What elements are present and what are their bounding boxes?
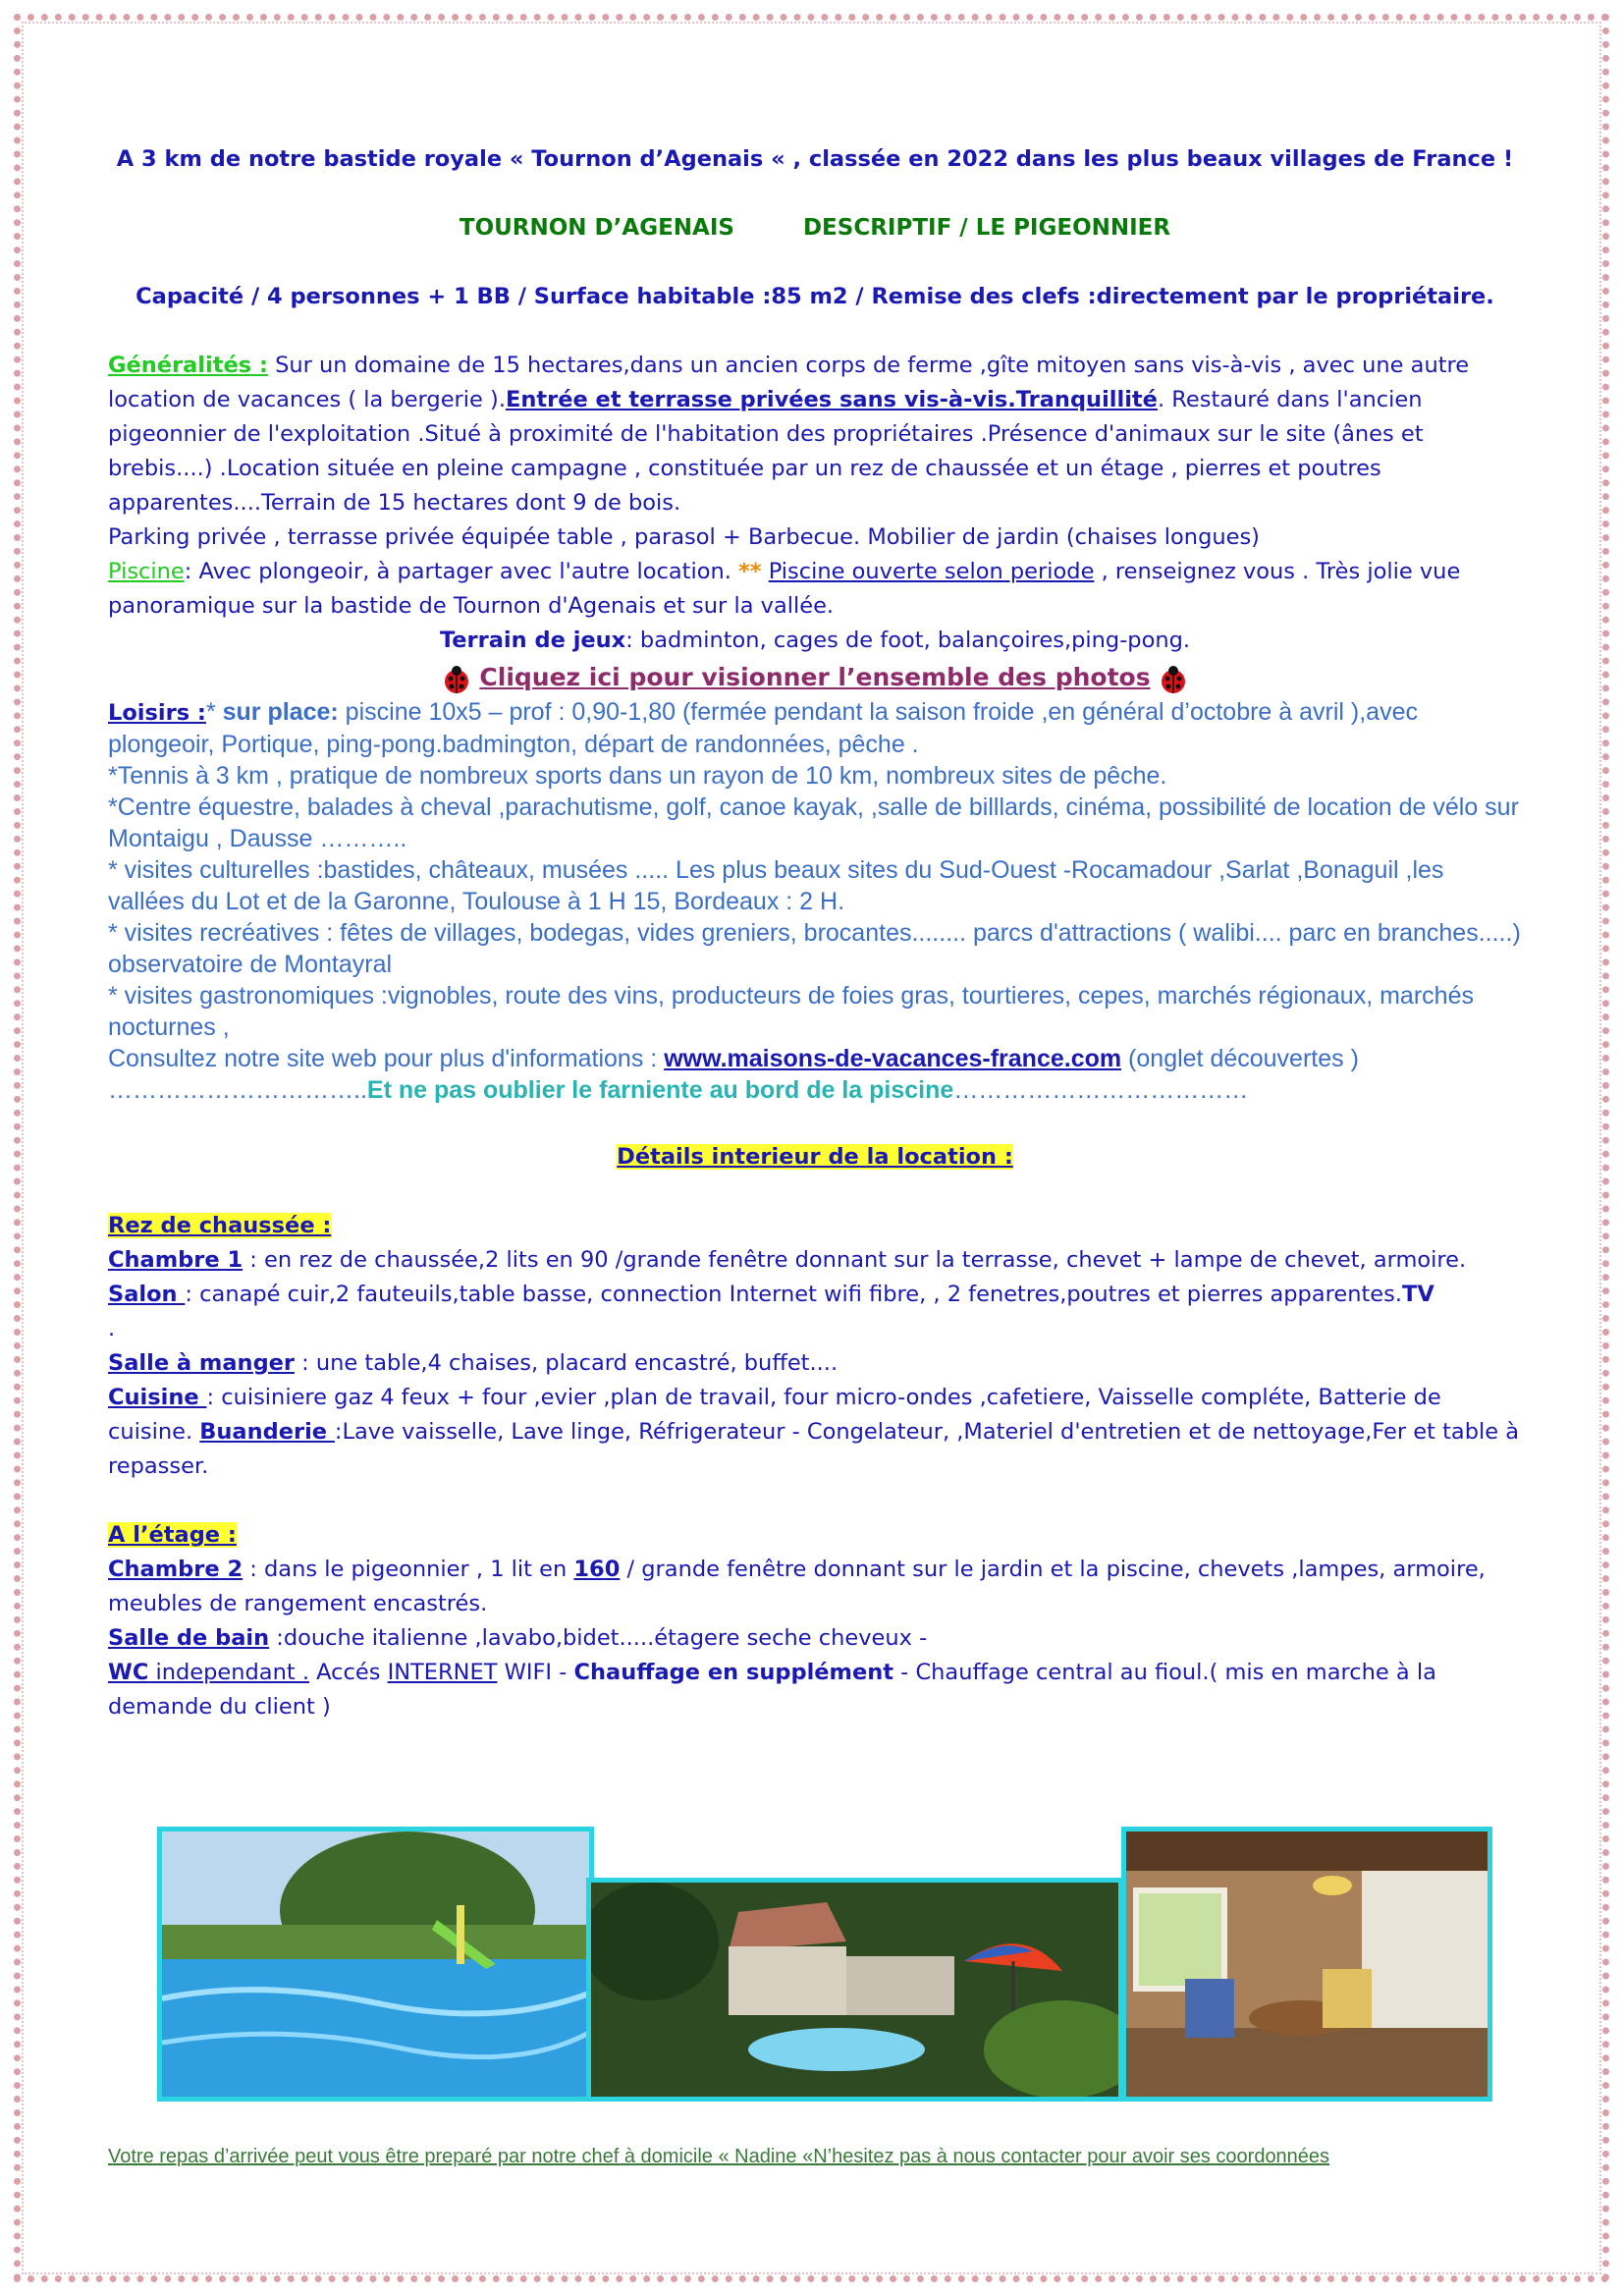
loisirs-sur-place: sur place:	[215, 698, 339, 726]
loisirs-line-5: * visites recréatives : fêtes de villages, bodegas, vides greniers, brocantes........ parcs d'attractions ( walibi.... parc en branches.....) observatoire de Montayral	[108, 919, 1521, 978]
sdb-label: Salle de bain	[108, 1625, 270, 1651]
chauffage-bold: Chauffage en supplément	[573, 1660, 894, 1685]
wc-line	[108, 1656, 1522, 1724]
photos-link-row	[108, 660, 1522, 696]
rdc-title: Rez de chaussée :	[108, 1213, 332, 1238]
farniente-line	[108, 1074, 1522, 1106]
chambre1-label: Chambre 1	[108, 1247, 243, 1273]
generalites-highlight: Entrée et terrasse privées sans vis-à-vis.Tranquillité	[505, 387, 1158, 412]
salon-tv: TV	[1402, 1282, 1434, 1307]
title-right: DESCRIPTIF / LE PIGEONNIER	[802, 215, 1171, 241]
title-left: TOURNON D’AGENAIS	[459, 215, 734, 241]
salon-dot: .	[108, 1316, 116, 1341]
loisirs-star: *	[205, 698, 216, 726]
pool-photo[interactable]	[157, 1827, 594, 2102]
etage-title: A l’étage :	[108, 1522, 237, 1548]
cuisine-line	[108, 1381, 1522, 1484]
piscine-stars: **	[738, 559, 762, 584]
cuisine-label: Cuisine	[108, 1385, 207, 1410]
acces-text: Accés	[308, 1660, 388, 1685]
piscine-label: Piscine	[108, 559, 185, 584]
salon-label: Salon	[108, 1282, 186, 1307]
loisirs-line-1	[108, 696, 1522, 760]
salon-line	[108, 1278, 1522, 1346]
generalites-paragraph	[108, 349, 1522, 520]
pigeonnier-photo[interactable]	[586, 1878, 1123, 2102]
piscine-text-2: , renseignez vous . Très jolie vue panoramique sur la bastide de Tournon d'Agenais et sur la vallée.	[108, 559, 1461, 619]
loisirs-label: Loisirs :	[108, 700, 206, 726]
wifi-text: WIFI -	[497, 1660, 574, 1685]
sdb-text: :douche italienne ,lavabo,bidet.....étagere seche cheveux -	[269, 1625, 928, 1651]
onglet-text: (onglet découvertes )	[1121, 1045, 1359, 1072]
footer-note: Votre repas d’arrivée peut vous être preparé par notre chef à domicile « Nadine «N’hesitez pas à nous contacter pour avoir ses coordonnées	[108, 2146, 1330, 2167]
chambre2-bed-size: 160	[573, 1557, 621, 1582]
chambre1-line	[108, 1243, 1522, 1278]
rdc-section	[108, 1209, 1522, 1484]
sdb-line	[108, 1621, 1522, 1656]
chambre1-text: : en rez de chaussée,2 lits en 90 /grande fenêtre donnant sur la terrasse, chevet + lampe de chevet, armoire.	[243, 1247, 1467, 1273]
loisirs-line-4: * visites culturelles :bastides, châteaux, musées ..... Les plus beaux sites du Sud-Ouest -Rocamadour ,Sarlat ,Bonaguil ,les vallées du Lot et de la Garonne, Toulouse à 1 H 15, Bordeaux : 2 H.	[108, 856, 1444, 915]
details-title-row	[108, 1140, 1522, 1175]
photos-link[interactable]: Cliquez ici pour visionner l’ensemble des photos	[479, 663, 1151, 691]
farniente-text: Et ne pas oublier le farniente au bord de la piscine	[366, 1076, 954, 1104]
generalites-label: Généralités :	[108, 353, 268, 378]
generalites-text-2: . Restauré dans l'ancien pigeonnier de l'exploitation .Situé à proximité de l'habitation des propriétaires .Présence d'animaux sur le site (ânes et brebis....) .Location située en pleine campagne , constituée par un rez de chaussée et un étage , pierres et poutres apparentes....Terrain de 15 hectares dont 9 de bois.	[108, 387, 1424, 516]
terrain-line	[108, 624, 1522, 658]
ladybug-icon	[1158, 664, 1189, 695]
generalites-text: Sur un domaine de 15 hectares,dans un ancien corps de ferme ,gîte mitoyen sans vis-à-vis , avec une autre location de vacances ( la bergerie ).	[108, 353, 1470, 412]
dots-right: ………………………………	[953, 1076, 1249, 1104]
ladybug-icon	[441, 664, 472, 695]
loisirs-section	[108, 696, 1522, 1106]
buanderie-text: :Lave vaisselle, Lave linge, Réfrigerateur - Congelateur, ,Materiel d'entretien et de nettoyage,Fer et table à repasser.	[108, 1419, 1520, 1479]
wc-label: WC	[108, 1660, 149, 1685]
cuisine-text: : cuisiniere gaz 4 feux + four ,evier ,plan de travail, four micro-ondes ,cafetiere, Vaisselle compléte, Batterie de cuisine.	[108, 1385, 1441, 1445]
website-link[interactable]: www.maisons-de-vacances-france.com	[664, 1045, 1122, 1072]
capacity-line: Capacité / 4 personnes + 1 BB / Surface habitable :85 m2 / Remise des clefs :directement par le propriétaire.	[135, 284, 1494, 309]
intro-line: A 3 km de notre bastide royale « Tournon d’Agenais « , classée en 2022 dans les plus beaux villages de France !	[116, 146, 1514, 172]
piscine-link[interactable]: Piscine ouverte selon periode	[768, 559, 1095, 584]
piscine-paragraph	[108, 555, 1522, 624]
chambre2-line	[108, 1553, 1522, 1621]
loisirs-text-1: piscine 10x5 – prof : 0,90-1,80 (fermée pendant la saison froide ,en général d’octobre à avril ),avec plongeoir, Portique, ping-pong.badmington, départ de randonnées, pêche .	[108, 698, 1418, 758]
consult-text: Consultez notre site web pour plus d'informations :	[108, 1045, 665, 1072]
salle-text: : une table,4 chaises, placard encastré, buffet....	[295, 1350, 839, 1376]
dots-left: …………………………..	[108, 1076, 367, 1104]
piscine-text: : Avec plongeoir, à partager avec l'autre location.	[184, 559, 739, 584]
loisirs-line-3: *Centre équestre, balades à cheval ,parachutisme, golf, canoe kayak, ,salle de billlards, cinéma, possibilité de location de vélo sur Montaigu , Dausse ………..	[108, 793, 1519, 852]
wc-text: independant .	[148, 1660, 309, 1685]
buanderie-label: Buanderie	[199, 1419, 335, 1445]
salon-text: : canapé cuir,2 fauteuils,table basse, connection Internet wifi fibre, , 2 fenetres,poutres et pierres apparentes.	[185, 1282, 1403, 1307]
chauffage-text: - Chauffage central au fioul.( mis en marche à la demande du client )	[108, 1660, 1436, 1720]
loisirs-line-6: * visites gastronomiques :vignobles, route des vins, producteurs de foies gras, tourtieres, cepes, marchés régionaux, marchés nocturnes ,	[108, 982, 1474, 1041]
page-title	[108, 211, 1522, 246]
salle-label: Salle à manger	[108, 1350, 296, 1376]
document-body	[108, 142, 1522, 1724]
details-title: Détails interieur de la location :	[617, 1144, 1013, 1170]
internet-text: INTERNET	[387, 1660, 498, 1685]
chambre2-label: Chambre 2	[108, 1557, 243, 1582]
consult-line	[108, 1043, 1522, 1074]
salle-line	[108, 1346, 1522, 1381]
living-room-photo[interactable]	[1121, 1827, 1492, 2102]
chambre2-text: : dans le pigeonnier , 1 lit en	[243, 1557, 574, 1582]
parking-line: Parking privée , terrasse privée équipée table , parasol + Barbecue. Mobilier de jardin (chaises longues)	[108, 524, 1260, 550]
chambre2-text-2: / grande fenêtre donnant sur le jardin et la piscine, chevets ,lampes, armoire, meubles de rangement encastrés.	[108, 1557, 1486, 1616]
etage-section	[108, 1518, 1522, 1724]
loisirs-line-2: *Tennis à 3 km , pratique de nombreux sports dans un rayon de 10 km, nombreux sites de pêche.	[108, 762, 1167, 790]
photo-strip	[0, 1827, 1623, 2121]
terrain-label: Terrain de jeux	[439, 628, 626, 653]
terrain-text: : badminton, cages de foot, balançoires,ping-pong.	[625, 628, 1191, 653]
